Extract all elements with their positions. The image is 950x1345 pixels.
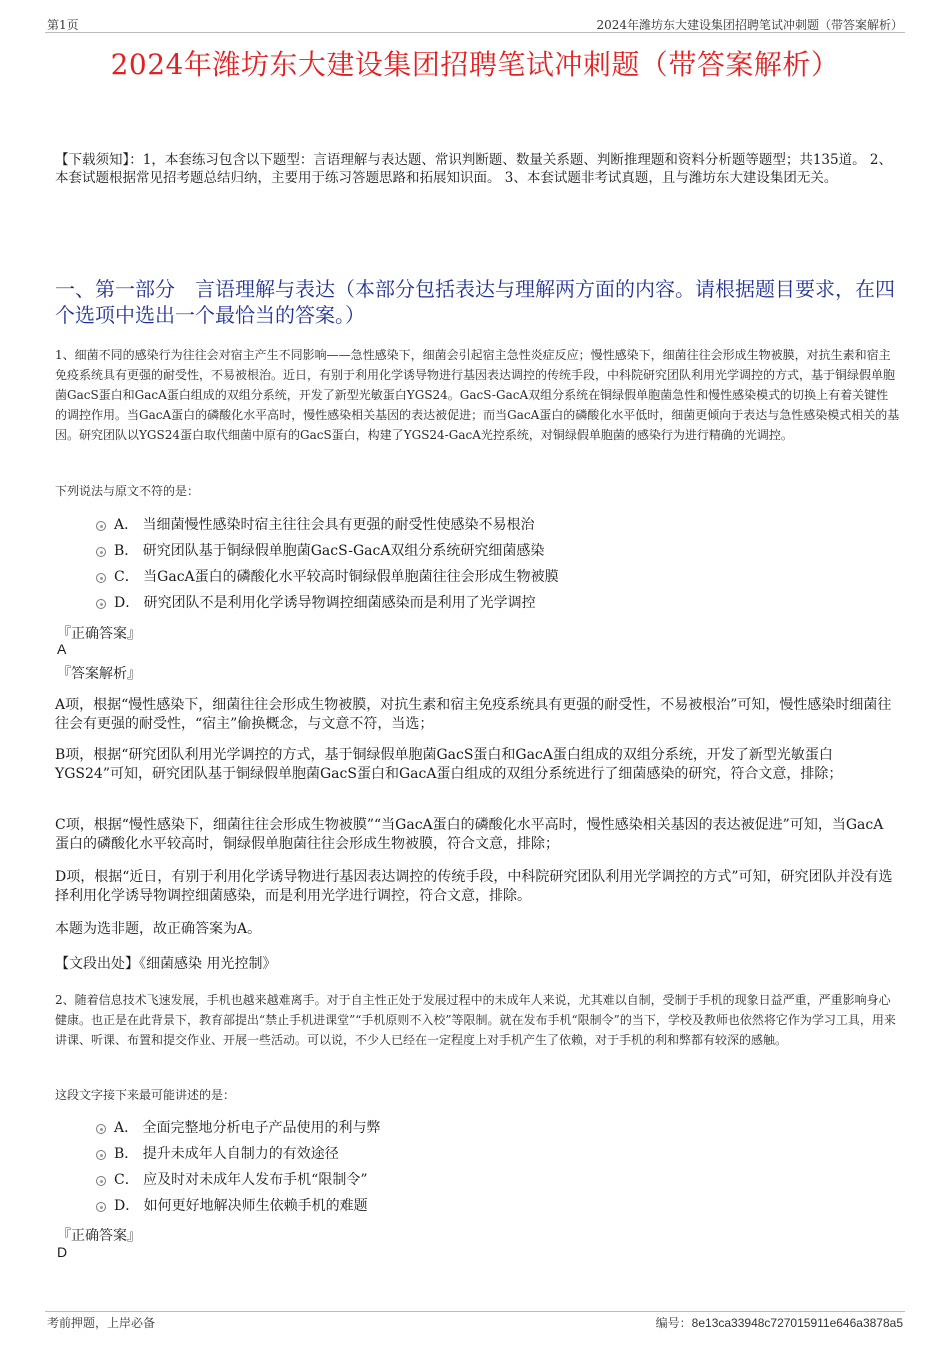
section-heading: 一、第一部分 言语理解与表达（本部分包括表达与理解两方面的内容。请根据题目要求，在四个选项中选出一个最恰当的答案。）	[55, 277, 895, 327]
radio-icon[interactable]	[96, 1124, 106, 1134]
radio-icon[interactable]	[96, 1202, 106, 1212]
q2-question: 这段文字接下来最可能讲述的是：	[55, 1088, 236, 1102]
radio-icon[interactable]	[96, 599, 106, 609]
q1-analysis-d: D项，根据“近日，有别于利用化学诱导物进行基因表达调控的传统手段，中科院研究团队利用光学调控的方式”可知，研究团队并没有选择利用化学诱导物调控细菌感染，而是利用光学进行调控，符合文意，排除。	[55, 869, 893, 904]
document-title: 2024年潍坊东大建设集团招聘笔试冲刺题（带答案解析）	[110, 48, 840, 81]
option-text: B． 研究团队基于铜绿假单胞菌GacS-GacA双组分系统研究细菌感染	[114, 543, 545, 559]
q1-analysis-c: C项，根据“慢性感染下，细菌往往会形成生物被膜”“当GacA蛋白的磷酸化水平高时，慢性感染相关基因的表达被促进”可知，当GacA蛋白的磷酸化水平较高时，铜绿假单胞菌往往会形成生物被膜，符合文意，排除；	[55, 817, 884, 852]
q2-option-a[interactable]	[96, 1117, 896, 1139]
radio-icon[interactable]	[96, 1176, 106, 1186]
footer-doc-id: 编号：8e13ca33948c727015911e646a3878a5	[655, 1316, 903, 1330]
option-text: A． 全面完整地分析电子产品使用的利与弊	[114, 1120, 381, 1136]
radio-icon[interactable]	[96, 1150, 106, 1160]
q1-source: 【文段出处】《细菌感染 用光控制》	[55, 956, 277, 972]
q2-option-d[interactable]	[96, 1195, 896, 1217]
header-doc-title: 2024年潍坊东大建设集团招聘笔试冲刺题（带答案解析）	[596, 18, 903, 32]
option-text: D． 如何更好地解决师生依赖手机的难题	[114, 1198, 368, 1214]
radio-icon[interactable]	[96, 547, 106, 557]
page-header	[45, 14, 905, 33]
option-text: D． 研究团队不是利用化学诱导物调控细菌感染而是利用了光学调控	[114, 595, 536, 611]
footer-divider	[45, 1311, 905, 1312]
q1-passage: 1、细菌不同的感染行为往往会对宿主产生不同影响——急性感染下，细菌会引起宿主急性炎症反应；慢性感染下，细菌往往会形成生物被膜，对抗生素和宿主免疫系统具有更强的耐受性，不易被根治。近日，有别于利用化学诱导物进行基因表达调控的传统手段，中科院研究团队利用光学调控的方式，基于铜绿假单胞菌GacS蛋白和GacA蛋白组成的双组分系统，开发了新型光敏蛋白YGS24。GacS-GacA双组分系统在铜绿假单胞菌急性和慢性感染模式的切换上有着关键性的调控作用。当GacA蛋白的磷酸化水平高时，慢性感染相关基因的表达被促进；而当GacA蛋白的磷酸化水平低时，细菌更倾向于表达与急性感染模式相关的基因。研究团队以YGS24蛋白取代细菌中原有的GacS蛋白，构建了YGS24-GacA光控系统，对铜绿假单胞菌的感染行为进行精确的光调控。	[55, 348, 900, 442]
q1-analysis-label: 『答案解析』	[57, 666, 141, 682]
q1-analysis-a: A项，根据“慢性感染下，细菌往往会形成生物被膜，对抗生素和宿主免疫系统具有更强的耐受性，不易被根治”可知，慢性感染时细菌往往会有更强的耐受性，“宿主”偷换概念，与文意不符，当选；	[55, 697, 892, 732]
q2-option-b[interactable]	[96, 1143, 896, 1165]
q1-analysis-b: B项，根据“研究团队利用光学调控的方式，基于铜绿假单胞菌GacS蛋白和GacA蛋白组成的双组分系统，开发了新型光敏蛋白YGS24”可知，研究团队基于铜绿假单胞菌GacS蛋白和GacA蛋白组成的双组分系统进行了细菌感染的研究，符合文意，排除；	[55, 747, 843, 782]
download-notice: 【下载须知】：1，本套练习包含以下题型：言语理解与表达题、常识判断题、数量关系题、判断推理题和资料分析题等题型；共135道。 2、本套试题根据常见招考题总结归纳，主要用于练习答题思路和拓展知识面。 3、本套试题非考试真题，且与潍坊东大建设集团无关。	[55, 152, 892, 186]
option-text: A． 当细菌慢性感染时宿主往往会具有更强的耐受性使感染不易根治	[114, 517, 535, 533]
radio-icon[interactable]	[96, 573, 106, 583]
q1-option-c[interactable]	[96, 566, 896, 588]
q1-option-d[interactable]	[96, 592, 896, 614]
q1-option-a[interactable]	[96, 514, 896, 536]
q1-option-b[interactable]	[96, 540, 896, 562]
q2-answer: D	[57, 1244, 68, 1260]
radio-icon[interactable]	[96, 521, 106, 531]
q1-answer: A	[57, 641, 67, 657]
q2-passage: 2、随着信息技术飞速发展，手机也越来越难离手。对于自主性正处于发展过程中的未成年人来说，尤其难以自制，受制于手机的现象日益严重，严重影响身心健康。也正是在此背景下，教育部提出“禁止手机进课堂”“手机原则不入校”等限制。就在发布手机“限制令”的当下，学校及教师也依然将它作为学习工具，用来讲课、听课、布置和提交作业、开展一些活动。可以说，不少人已经在一定程度上对手机产生了依赖，对于手机的利和弊都有较深的感触。	[55, 993, 896, 1047]
q1-question: 下列说法与原文不符的是：	[55, 484, 200, 498]
option-text: B． 提升未成年人自制力的有效途径	[114, 1146, 339, 1162]
q1-conclusion: 本题为选非题，故正确答案为A。	[55, 921, 262, 937]
option-text: C． 当GacA蛋白的磷酸化水平较高时铜绿假单胞菌往往会形成生物被膜	[114, 569, 559, 585]
option-text: C． 应及时对未成年人发布手机“限制令”	[114, 1172, 368, 1188]
q2-answer-label: 『正确答案』	[57, 1228, 141, 1244]
footer-slogan: 考前押题，上岸必备	[47, 1316, 156, 1330]
page-number: 第1页	[47, 18, 79, 32]
q1-answer-label: 『正确答案』	[57, 626, 141, 642]
q2-option-c[interactable]	[96, 1169, 896, 1191]
